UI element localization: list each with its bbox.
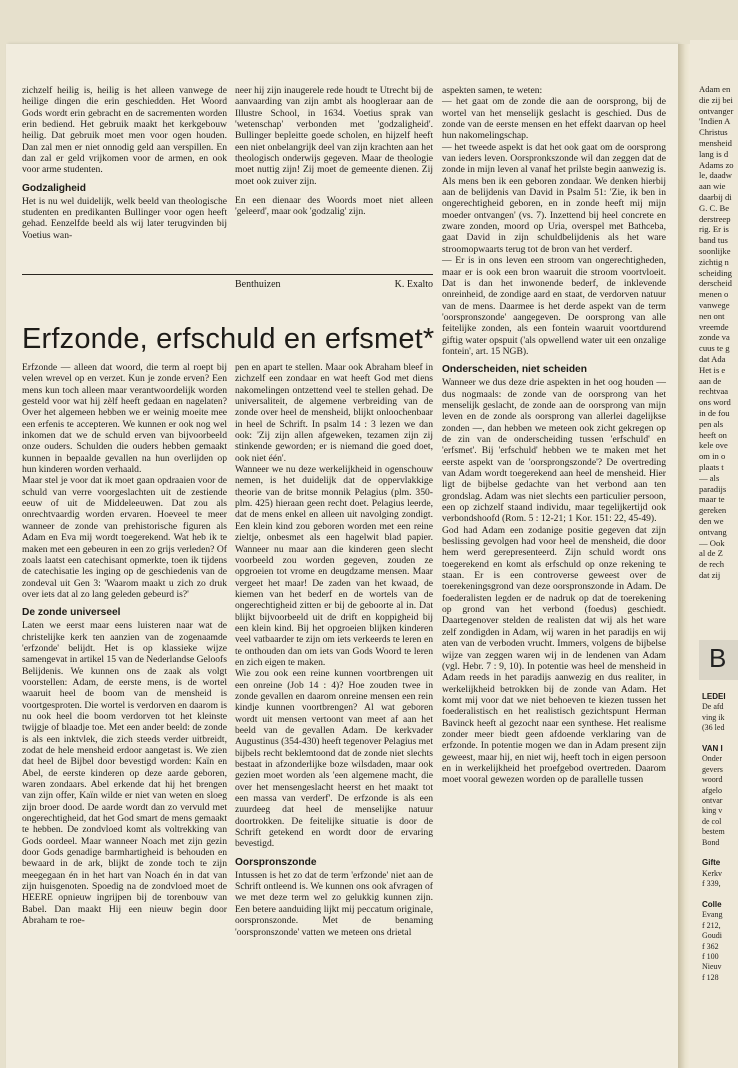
right-page-line: band tus <box>699 235 728 246</box>
right-page-list-line: VAN I <box>702 744 723 753</box>
col3-after-1: Wanneer we dus deze drie aspekten in het oog houden — dus nogmaals: de zonde van de oorsprong van het menselijk geslacht, de zonde aan de oorsprong van mijn leven en de zonde als oorsprong van allerlei dagelijkse zonden —, dan hebben we meteen ook zicht gekregen op de zin van de onderscheiding tussen 'erfschuld' en 'erfsmet'. Bij 'erfschuld' hebben we te maken met het eerste aspekt van de 'oorsprongszonde'? De overtreding van Adam wordt toegerekend aan heel de mensheid. Hier ligt de bijbelse gedachte van het verbond aan ten grondslag. Adam was niet slechts een particulier persoon, een op zichzelf staand individu, maar tegelijkertijd ook verbondshoofd (Rom. 5 : 12-21; 1 Kor. 151: 22, 45-49). <box>442 377 666 525</box>
page-gutter <box>678 44 690 1068</box>
right-page-list-line: De afd <box>702 702 724 712</box>
right-page-list-line: Kerkv <box>702 868 722 878</box>
right-page-line: derstreep <box>699 213 731 224</box>
right-page-line: plaats t <box>699 462 724 472</box>
right-page-list-line: king v <box>702 806 723 816</box>
right-page-line: derscheid <box>699 278 732 289</box>
right-page-line: 'Indien A <box>699 116 731 127</box>
right-page-list-line: LEDEI <box>702 692 726 701</box>
top-section-rule <box>22 274 433 275</box>
article-intro: Erfzonde — alleen dat woord, die term al roept bij velen wrevel op en verzet. Kun je zonde erven? Een mens kun toch alleen maar verantwoordelijk worden gesteld voor wat hij zèlf heeft gedaan en nagelaten? Over het algemeen hebben we er weinig moeite mee een erfenis te accepteren. We kunnen er ook nog wel inkomen dat we de schuld erven van bijvoorbeeld onze ouders. Schulden die ouders hebben gemaakt kunnen in bepaalde gevallen na hun overlijden op hun kinderen worden verhaald. <box>22 362 227 476</box>
right-page-line: gereken <box>699 505 727 516</box>
right-page-line: zonde va <box>699 332 730 343</box>
right-page-line: die zij bei <box>699 94 733 105</box>
article-title: Erfzonde, erfschuld en erfsmet* <box>22 323 435 355</box>
top-column-3 <box>442 85 666 786</box>
right-page-list-line: gevers <box>702 764 723 774</box>
right-page-list-line: afgelo <box>702 785 722 795</box>
right-page-heading-box <box>699 640 738 680</box>
article-col1-p2: Maar stel je voor dat ik moet gaan opdraaien voor de schuld van verre voorgeslachten uit de zestiende eeuw of uit de Middeleeuwen. Dat zou als onrechtvaardig worden ervaren. Hoeveel te meer wanneer de zonde van prehistorische figuren als Adam en Eva mij wordt toegerekend. Wat heb ik te maken met een gebeuren in een zo grijs verleden? Of zoals laatst een catechisant opmerkte, toen ik tijdens de catechisatie les inging op de geschiedenis van de zondeval uit Gen 3: 'Waarom maakt u zich zo druk over iets dat al zo lang geleden gebeurd is?' <box>22 475 227 600</box>
article-col2-p4: Intussen is het zo dat de term 'erfzonde' niet aan de Schrift ontleend is. We kunnen ons ook afvragen of we met deze term wel zo gelukkig kunnen zijn. Een betere aanduiding lijkt mij peccatum originale, oorspronszonde. Met de benaming 'oorspronszonde' vatten we meteen ons drietal <box>235 869 433 938</box>
right-page-line: daarbij di <box>699 192 732 202</box>
right-page-line: dat zij <box>699 570 721 580</box>
signature <box>235 279 433 290</box>
right-page-list-line: f 128 <box>702 972 719 982</box>
right-page-list-line: Gifte <box>702 858 721 868</box>
right-page-line: lang is d <box>699 148 729 159</box>
right-page-list-line: f 362 <box>702 941 719 951</box>
article-col2-p3: Wie zou ook een reine kunnen voortbrengen uit een onreine (Job 14 : 4)? Hoe zouden twee in zonde gevallen en daarom onreine mensen een rein kindje kunnen voortbrengen? Al wat geboren wordt uit mensen vertoont van meet af aan het beeld van de gevallen Adam. De kerkvader Augustinus (354-430) heeft tegenover Pelagius met bijbels recht beklemtoond dat de zonde niet slechts bestaat in afzonderlijke boze wilsdaden, maar ook gezien moet worden als 'een algemene macht, die over het mensengeslacht heerst en het maakt tot een massa van verderf'. De erfzonde is als een zuurdeeg dat heel de menselijke natuur doortrokken. De feitelijke situatie is door de Schrift getekend en wordt door de ervaring bevestigd. <box>235 668 433 850</box>
right-page-list-line: bestem <box>702 827 725 837</box>
right-page-line: vreemde <box>699 321 729 332</box>
right-page-line: de rech <box>699 559 725 570</box>
col3-p3: — het tweede aspekt is dat het ook gaat om de oorsprong van ieders leven. Oorspronkszonde wil dan zeggen dat de zonde in mijn leven al vanaf het prilste begin aanwezig is. Als mens ben ik een geboren zondaar. We denken hierbij aan de belijdenis van David in Psalm 51: 'Zie, ik ben in ongerechtigheid geboren, en in zonde heeft mij mijn moeder ontvangen' (vs. 7). Inzettend bij heel concrete en zware zonden, moord op Uria, overspel met Bathceba, gaat David in zijn schuldbelijdenis als het ware stroomopwaarts terug tot de bron van het verderf. <box>442 141 666 255</box>
right-page-list-line: ving ik <box>702 712 725 722</box>
right-page-line: pen als <box>699 418 724 429</box>
right-page-line: vanwege <box>699 300 730 310</box>
right-page-line: al de Z <box>699 548 723 559</box>
col3-after-2: God had Adam een zodanige positie gegeven dat zijn beslissing gevolgen had voor heel de mensheid, die door hem werd gerepresenteerd. Zijn schuld wordt ons toegerekend en komt als erfschuld op onze rekening te staan. Er is een controverse geweest over de toerekeningsgrond van deze oorspronszonde in Adam. De foederalisten legden er de nadruk op dat de toerekening op grond van het verbond (foedus) geschiedt. Daartegenover stelden de realisten dat wij als het ware zelf zondigden in Adam, wij waren in het paradijs en wij aten van de verboden vrucht. Immers, volgens de bijbelse wijze van zeggen waren wij in de lendenen van Adam (vgl. Hebr. 7 : 9, 10). In potentie was heel de mensheid in Adam reeds in het paradijs aanwezig en dus realiter, in werkelijkheid betrokken bij de zonde van Adam. Het komt mij voor dat we niet behoeven te kiezen tussen het foederalistisch en het realistisch gezichtspunt Herman Bavinck heeft al gezocht naar een synthese. Het realisme zonder meer biedt geen afdoende verklaring van de erfzonde. In potentie mogen we dan in Adam present zijn geweest, maar hij, en niet wij, heeft toch in eigen persoon en in werkelijkheid het proefgebod overtreden. Daarom moet vooral gewezen worden op de parallelle tussen <box>442 524 666 786</box>
col3-p1: aspekten samen, te weten: <box>442 85 543 96</box>
right-page-list-line: f 100 <box>702 952 719 961</box>
section-heading-onderscheiden: Onderscheiden, niet scheiden <box>442 364 587 376</box>
section-heading-godzaligheid: Godzaligheid <box>22 182 86 194</box>
col3-p2: — het gaat om de zonde die aan de oorsprong, bij de wortel van het menselijk geslacht is geschied. Dus de zonde van de eerste mensen en het effekt daarvan op heel hun nakomelingschap. <box>442 96 666 142</box>
right-page-line: Het is e <box>699 364 726 375</box>
signature-author: K. Exalto <box>394 279 433 290</box>
article-col1-p3: Laten we eerst maar eens luisteren naar wat de christelijke kerk ten aanzien van de zogenaamde 'erfzonde' belijdt. Het is op klassieke wijze samengevat in artikel 15 van de Nederlandse Geloofs Belijdenis. We kunnen ons de zaak als volgt voorstellen: Adam, de eerste mens, is de wortel waaruit heel de boom van de mensheid is voortgesproten. Die wortel is verdorven en daarom is nu ook heel die boom verdorven tot het kleinste twijgje of blaadje toe. Met een ander beeld: de zonde is als een inktvlek, die zich steeds verder uitbreidt, zodat de hele mensheid erdoor aangetast is. We zien dat heel de Bijbel door bevestigd worden: Kaïn en Abel, de eerste kinderen op deze aarde geboren, waren zondaars. Abel erkende dat hij het brengen van zijn offer, Kaïn wilde er niet van weten en sloeg zijn broer dood. De aarde wordt dan zo vervuld met ongerechtigheid, dat het God smart de mens gemaakt te hebben. De zondvloed komt als voltrekking van Gods oordeel. Maar wanneer Noach met zijn gezin door Gods genadige barmhartigheid is behouden en bewaard in de ark, blijkt de zonde toch te zijn meegegaan én in het hart van Noach én in dat van zijn huisgenoten. Spoedig na de zondvloed moet de HEERE opnieuw ingrijpen bij de torenbouw van Babel. Dan maakt Hij een nieuw begin door Abraham te roe- <box>22 620 227 927</box>
article-col2-p2: Wanneer we nu deze werkelijkheid in ogenschouw nemen, is het duidelijk dat de oppervlakkige theorie van de britse monnik Pelagius (plm. 350-plm. 425) hieraan geen recht doet. Pelagius leerde, dat de mens enkel en alleen uit navolging zondigt. Een klein kind zou geboren worden met een reine zieltje, onbesmet als een hagelwit blad papier. Wanneer nu maar aan die kinderen geen slecht voorbeeld zou worden gegeven, zouden ze opgroeien tot vrome en deugdzame mensen. Maar vergeet het maar! De zaden van het kwaad, de kiemen van het bederf en de wortels van de ongerechtigheid zitten er bij de geboorte al in. Dat blijkt bijvoorbeeld uit de drift en koppigheid bij een klein kind. Bij het opgroeien blijken kinderen veel vatbaarder te zijn om iets verkeerds te leren en te onthouden dan om iets van Gods Woord te leren en zich eigen te maken. <box>235 464 433 668</box>
right-page-line: Adam en <box>699 84 731 94</box>
right-page-list-line: (36 led <box>702 723 725 733</box>
right-page-list-line: ontvar <box>702 796 723 805</box>
top-col1-paragraph: zichzelf heilig is, heilig is het alleen vanwege de heilige dingen die erin geschiedden. Het Woord Gods wordt erin gebracht en de sacrementen worden erin bediend. Het gebruik maakt het kerkgebouw heilig. Dat gebruik moet men voor ogen houden. Dan zal men er niet onnodig geld aan verspillen. En dan zal er geld vrijkomen voor de armen, en ook voor arme studenten. <box>22 85 227 176</box>
right-page-line: paradijs <box>699 483 727 494</box>
right-page-line: aan wie <box>699 181 726 192</box>
right-page-line: ontvang <box>699 526 727 537</box>
right-page-line: in de fou <box>699 408 730 418</box>
signature-place: Benthuizen <box>235 279 281 290</box>
section-heading-universeel: De zonde universeel <box>22 607 121 619</box>
right-page-list-line: Onder <box>702 754 722 764</box>
right-page-line: aan de <box>699 375 722 386</box>
right-page-line: — Ook <box>699 537 725 548</box>
right-page-line: om in o <box>699 451 726 462</box>
right-page-line: soonlijke <box>699 246 731 256</box>
top-column-2 <box>235 85 433 218</box>
col3-p4: — Er is in ons leven een stroom van ongerechtigheden, maar er is ook een bron waaruit die stroom voortvloeit. Dat is dan het inwonende bederf, de inklevende onreinheid, de zondige aard en staat, de verdorven natuur van de mens. Daarmee is het derde aspekt van de term 'oorspronszonde' aangegeven. De oorsprong van alle feitelijke zonden, als een fontein waaruit voortdurend giftig water opspuit ('als opwellend water uit een onzalige fontein', art. 15 NGB). <box>442 255 666 357</box>
right-page-line: rechtvaa <box>699 386 729 397</box>
article-column-2 <box>235 362 433 938</box>
right-page-list-line: Colle <box>702 900 722 909</box>
right-page-line: Adams zo <box>699 159 734 170</box>
top-column-1 <box>22 85 227 241</box>
right-page-line: kele ove <box>699 440 728 451</box>
right-page-list-line: Evang <box>702 910 723 920</box>
right-page-line: zichtig n <box>699 256 729 267</box>
right-page-list-line: Goudi <box>702 931 722 941</box>
right-page-list-line: f 212, <box>702 920 721 930</box>
right-page-line: G. C. Be <box>699 202 730 213</box>
top-col1-after: Het is nu wel duidelijk, welk beeld van theologische studenten en predikanten Bullinger voor ogen heeft gehad. Eenzelfde beeld als wij later terugvinden bij Voetius wan- <box>22 195 227 241</box>
article-col2-p1: pen en apart te stellen. Maar ook Abraham bleef in zichzelf een zondaar en wat heeft God met diens nakomelingen ontzettend veel te stellen gehad. De universaliteit, de algemene verbreiding van de zonde over heel de mensheid, blijkt onloochenbaar in heel de Schrift. In psalm 14 : 3 lezen we dan ook: 'Zij zijn allen afgeweken, tezamen zijn zij stinkende geworden; er is niemand die goed doet, ook niet één'. <box>235 362 433 464</box>
right-page-list-line: f 339, <box>702 879 721 889</box>
right-page-list-line: Bond <box>702 837 720 847</box>
right-page-line: — als <box>699 472 720 483</box>
right-page-heading-letter: B <box>709 643 727 673</box>
right-page-line: le, daadw <box>699 170 732 181</box>
right-page-line: Christus <box>699 127 728 138</box>
article-column-1 <box>22 362 227 927</box>
right-page-line: dat Ada <box>699 354 726 364</box>
right-page-line: scheiding <box>699 267 732 278</box>
top-col2-paragraph: neer hij zijn inaugerele rede houdt te Utrecht bij de aanvaarding van zijn ambt als hoogleraar aan de Illustre School, in 1634. Voetius sprak van 'wetenschap' verbonden met 'godzaligheid'. Bullinger bepleitte goede scholen, en hijzelf heeft een niet onbelangrijk deel van zijn krachten aan het theologisch onderwijs gegeven. Maar de theologie moet nuttig zijn! Zij moet de gemeente dienen. Zij moet ook zuiver zijn. <box>235 85 433 187</box>
right-page-list-line: woord <box>702 775 723 785</box>
right-page-line: nen ont <box>699 310 725 321</box>
right-page-list-line: Nieuv <box>702 962 722 972</box>
right-page-line: ontvanger <box>699 105 734 116</box>
right-page-line: mensheid <box>699 138 732 148</box>
top-col2-closing: En een dienaar des Woords moet niet alleen 'geleerd', maar ook 'godzalig' zijn. <box>235 195 433 218</box>
right-page-line: rig. Er is <box>699 224 729 235</box>
right-page-list-line: de col <box>702 816 722 826</box>
right-page-line: menen o <box>699 289 729 300</box>
right-page-line: cuus te g <box>699 343 730 354</box>
right-page-line: maar te <box>699 494 725 505</box>
right-page-line: ons word <box>699 397 731 408</box>
section-heading-oorsprongszonde: Oorspronszonde <box>235 856 317 868</box>
right-page-line: heeft on <box>699 429 727 440</box>
right-page-line: den we <box>699 516 724 526</box>
